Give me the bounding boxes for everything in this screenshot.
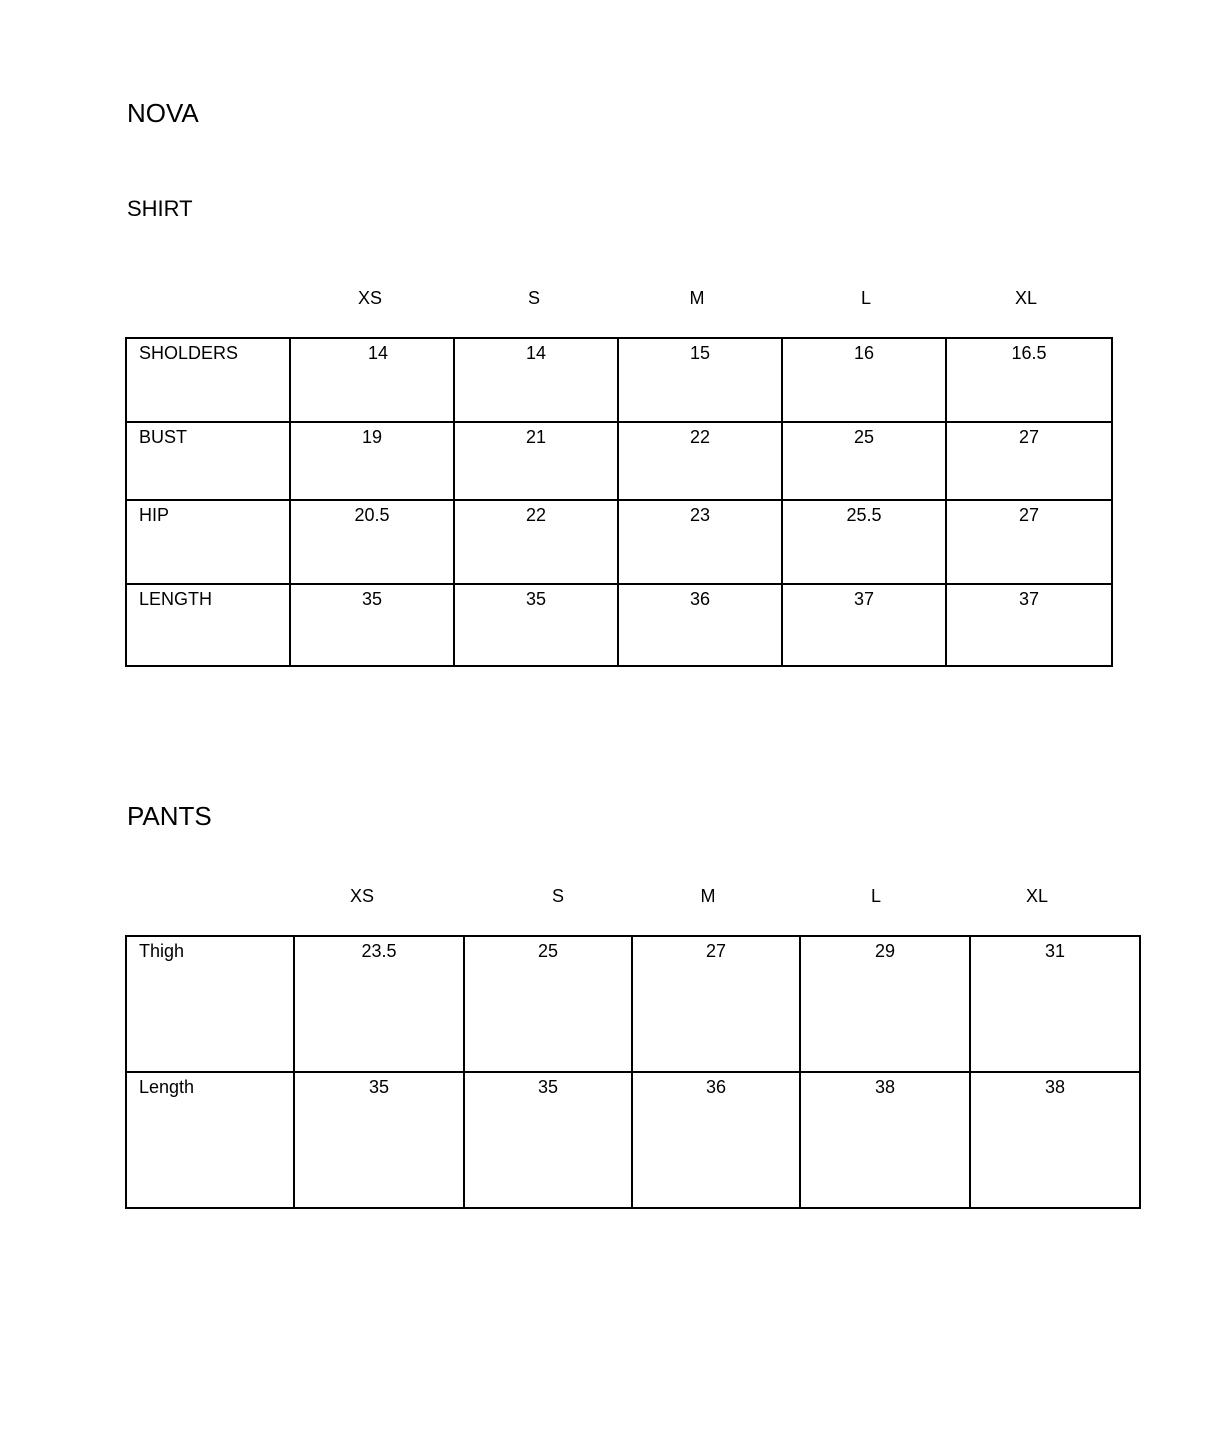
table-cell: 36	[618, 584, 782, 666]
row-label: SHOLDERS	[126, 338, 290, 422]
table-cell: 35	[290, 584, 454, 666]
table-cell: 23.5	[294, 936, 464, 1072]
shirt-size-label: M	[689, 288, 705, 308]
shirt-size-label: L	[860, 288, 872, 308]
table-row	[126, 1072, 1140, 1208]
row-label: LENGTH	[126, 584, 290, 666]
pants-size-label: S	[551, 886, 565, 906]
pants-size-table	[125, 935, 1141, 1209]
pants-size-label: M	[700, 886, 716, 906]
row-label: HIP	[126, 500, 290, 584]
table-cell: 36	[632, 1072, 800, 1208]
shirt-size-label: S	[527, 288, 541, 308]
table-cell: 37	[782, 584, 946, 666]
table-cell: 14	[290, 338, 454, 422]
row-label: Thigh	[126, 936, 294, 1072]
pants-size-label: XS	[349, 886, 375, 906]
table-cell: 29	[800, 936, 970, 1072]
pants-size-label: XL	[1025, 886, 1049, 906]
table-cell: 35	[294, 1072, 464, 1208]
table-cell: 20.5	[290, 500, 454, 584]
table-cell: 14	[454, 338, 618, 422]
pants-size-header	[0, 884, 1209, 908]
table-cell: 37	[946, 584, 1112, 666]
table-row	[126, 500, 1112, 584]
table-cell: 15	[618, 338, 782, 422]
shirt-size-label: XL	[1014, 288, 1038, 308]
table-cell: 27	[946, 500, 1112, 584]
shirt-section-title: SHIRT	[127, 196, 193, 221]
table-cell: 16	[782, 338, 946, 422]
table-cell: 38	[970, 1072, 1140, 1208]
table-cell: 27	[946, 422, 1112, 500]
table-cell: 21	[454, 422, 618, 500]
table-cell: 19	[290, 422, 454, 500]
shirt-size-table	[125, 337, 1113, 667]
shirt-size-header	[0, 286, 1209, 310]
table-cell: 23	[618, 500, 782, 584]
table-cell: 38	[800, 1072, 970, 1208]
table-cell: 25	[464, 936, 632, 1072]
table-row	[126, 422, 1112, 500]
table-row	[126, 936, 1140, 1072]
table-cell: 35	[464, 1072, 632, 1208]
table-cell: 22	[454, 500, 618, 584]
pants-size-label: L	[870, 886, 882, 906]
table-row	[126, 338, 1112, 422]
document-title: NOVA	[127, 98, 199, 128]
table-cell: 25.5	[782, 500, 946, 584]
table-cell: 22	[618, 422, 782, 500]
shirt-size-label: XS	[357, 288, 383, 308]
row-label: BUST	[126, 422, 290, 500]
table-cell: 31	[970, 936, 1140, 1072]
row-label: Length	[126, 1072, 294, 1208]
table-row	[126, 584, 1112, 666]
table-cell: 25	[782, 422, 946, 500]
table-cell: 27	[632, 936, 800, 1072]
table-cell: 35	[454, 584, 618, 666]
table-cell: 16.5	[946, 338, 1112, 422]
pants-section-title: PANTS	[127, 801, 212, 831]
